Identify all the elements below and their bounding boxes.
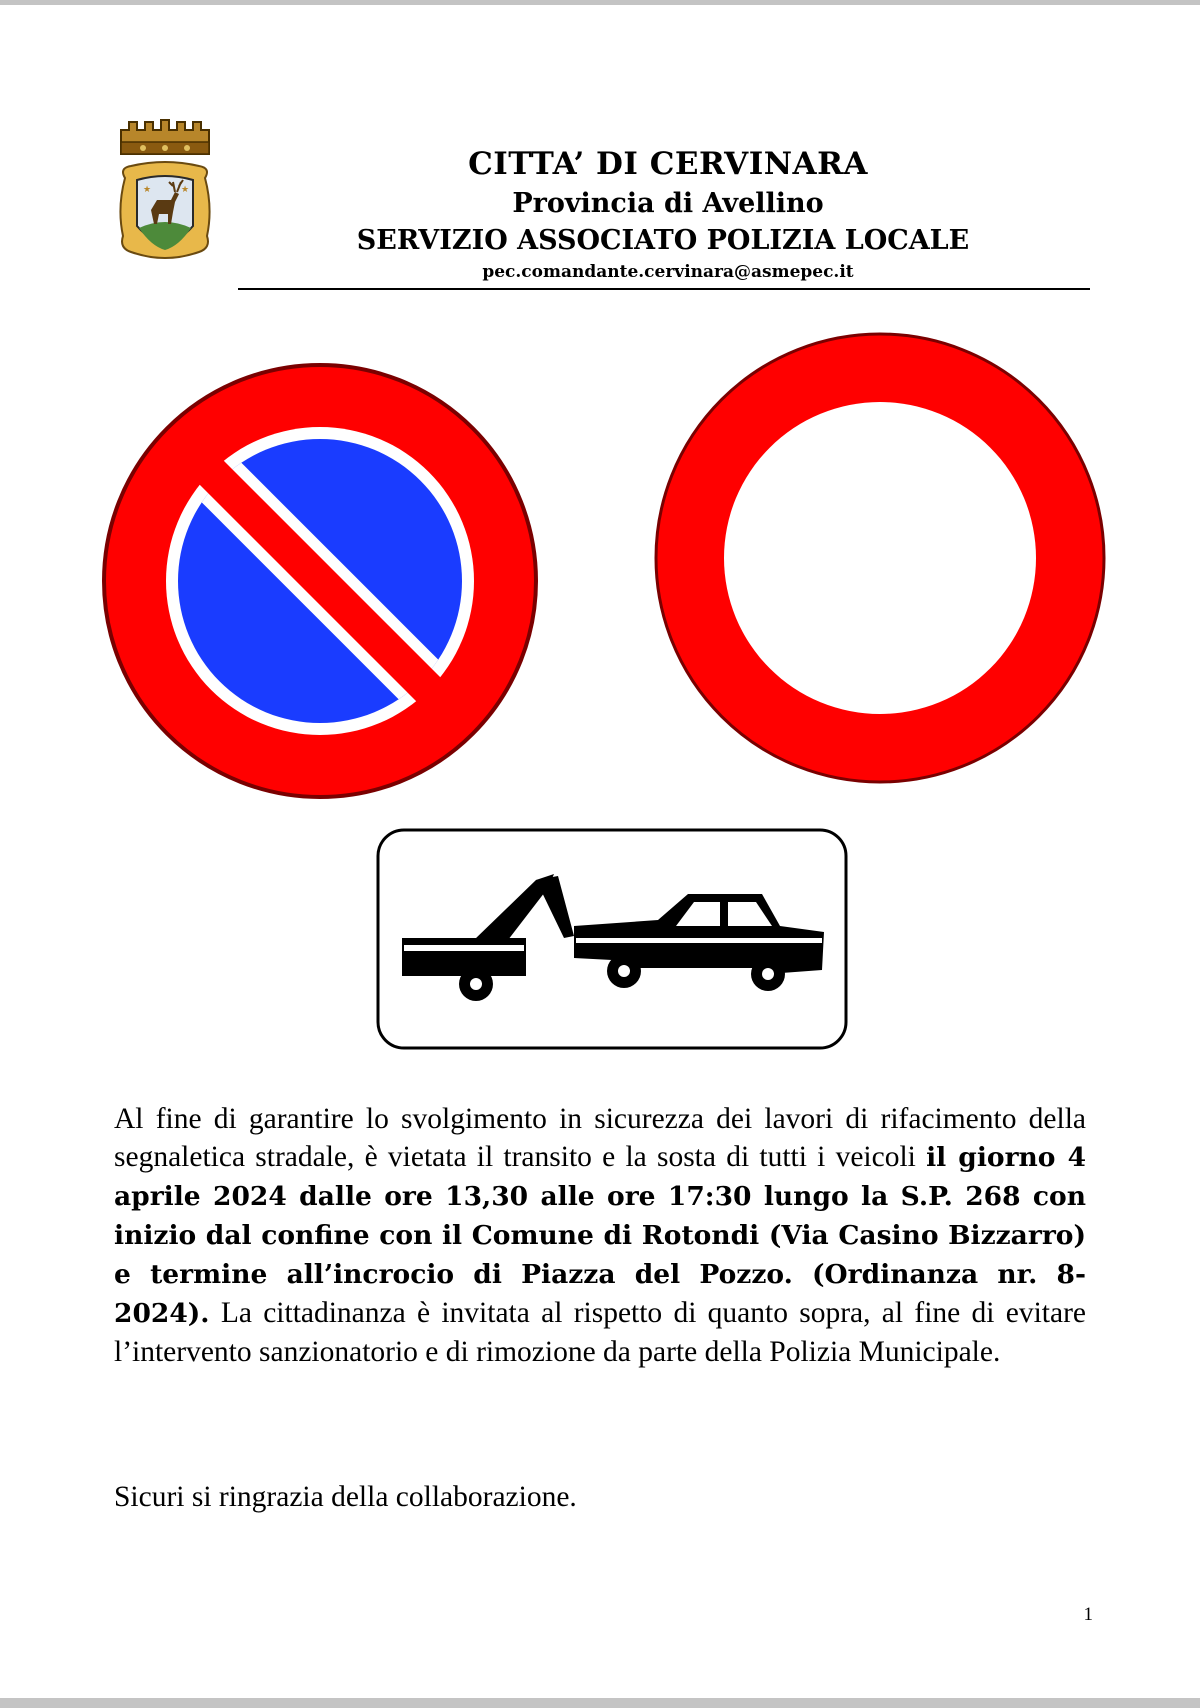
- closing-thanks: Sicuri si ringrazia della collaborazione.: [114, 1481, 577, 1513]
- notice-text-intro: Al fine di garantire lo svolgimento in sicurezza dei lavori di rifacimento della segnaletica stradale, è vietata il transito e la sosta di tutti i veicoli: [114, 1103, 1086, 1173]
- coat-of-arms-icon: [113, 108, 217, 278]
- service-name: SERVIZIO ASSOCIATO POLIZIA LOCALE: [356, 225, 970, 256]
- letterhead: [238, 146, 1088, 282]
- top-border: [0, 0, 1200, 5]
- pec-address: pec.comandante.cervinara@asmepec.it: [482, 262, 854, 282]
- notice-paragraph: [114, 1100, 1086, 1371]
- svg-text:★: ★: [143, 185, 152, 195]
- tow-away-panel-icon: [376, 828, 848, 1050]
- bottom-border: [0, 1698, 1200, 1708]
- no-parking-sign-icon: [95, 356, 545, 806]
- page-number: 1: [1083, 1604, 1093, 1625]
- svg-text:★: ★: [181, 185, 190, 195]
- header-divider: [238, 288, 1090, 290]
- province-name: Provincia di Avellino: [512, 188, 824, 219]
- notice-text-closing: La cittadinanza è invitata al rispetto di quanto sopra, al fine di evitare l’intervento sanzionatorio e di rimozione da parte della Polizia Municipale.: [114, 1297, 1086, 1368]
- no-transit-sign-icon: [650, 328, 1110, 788]
- notice-text-bold: il giorno 4 aprile 2024 dalle ore 13,30 alle ore 17:30 lungo la S.P. 268 con inizio dal confine con il Comune di Rotondi (Via Casino Bizzarro) e termine all’incrocio di Piazza del Pozzo. (Ordinanza nr. 8-2024).: [114, 1142, 1087, 1329]
- city-name: CITTA’ DI CERVINARA: [468, 146, 868, 182]
